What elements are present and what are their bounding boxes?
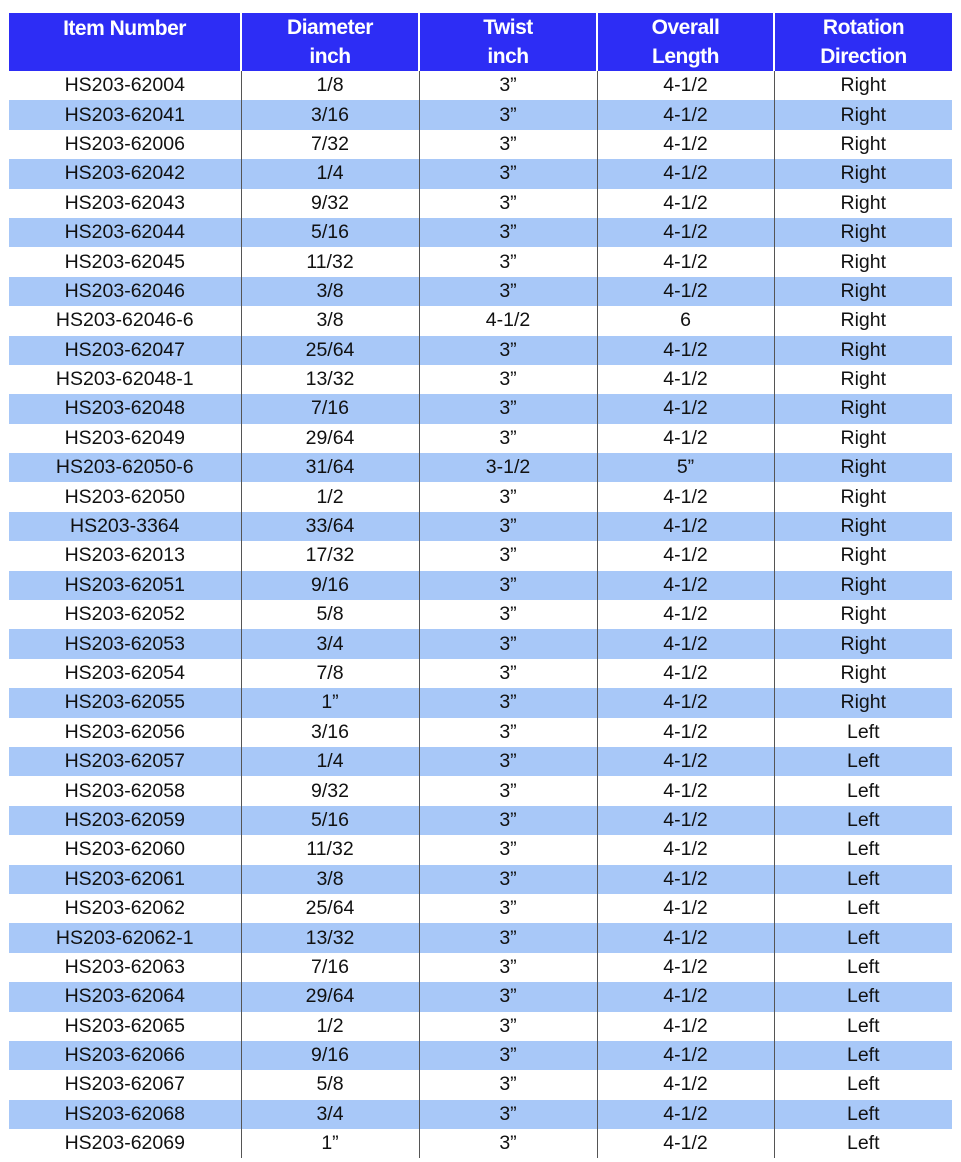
cell-diameter: 7/16 (241, 394, 419, 423)
cell-diameter: 7/16 (241, 953, 419, 982)
cell-item-number: HS203-62048 (9, 394, 241, 423)
cell-overall-length: 4-1/2 (597, 747, 774, 776)
cell-item-number: HS203-62052 (9, 600, 241, 629)
cell-twist: 3” (419, 482, 597, 511)
table-row (9, 953, 952, 982)
cell-overall-length: 4-1/2 (597, 71, 774, 100)
cell-diameter: 5/8 (241, 1070, 419, 1099)
cell-rotation-direction: Right (774, 629, 952, 658)
cell-diameter: 5/16 (241, 218, 419, 247)
cell-rotation-direction: Right (774, 394, 952, 423)
cell-item-number: HS203-62048-1 (9, 365, 241, 394)
cell-rotation-direction: Left (774, 953, 952, 982)
cell-twist: 3” (419, 718, 597, 747)
cell-twist: 3” (419, 747, 597, 776)
cell-rotation-direction: Right (774, 277, 952, 306)
cell-rotation-direction: Left (774, 1070, 952, 1099)
cell-rotation-direction: Right (774, 306, 952, 335)
product-table-container (9, 13, 952, 1158)
cell-twist: 3” (419, 659, 597, 688)
cell-item-number: HS203-62062-1 (9, 923, 241, 952)
header-line: Overall (651, 16, 720, 39)
cell-diameter: 29/64 (241, 424, 419, 453)
cell-item-number: HS203-62046 (9, 277, 241, 306)
cell-rotation-direction: Left (774, 1100, 952, 1129)
table-row (9, 100, 952, 129)
table-row (9, 571, 952, 600)
cell-rotation-direction: Left (774, 835, 952, 864)
cell-diameter: 3/16 (241, 718, 419, 747)
cell-item-number: HS203-62067 (9, 1070, 241, 1099)
cell-item-number: HS203-62045 (9, 247, 241, 276)
table-row (9, 512, 952, 541)
cell-rotation-direction: Left (774, 1041, 952, 1070)
cell-overall-length: 4-1/2 (597, 982, 774, 1011)
cell-diameter: 3/4 (241, 629, 419, 658)
cell-twist: 3” (419, 130, 597, 159)
cell-twist: 3” (419, 365, 597, 394)
cell-diameter: 13/32 (241, 365, 419, 394)
table-row (9, 629, 952, 658)
cell-overall-length: 4-1/2 (597, 541, 774, 570)
table-row (9, 130, 952, 159)
cell-rotation-direction: Left (774, 1012, 952, 1041)
cell-rotation-direction: Left (774, 747, 952, 776)
cell-overall-length: 4-1/2 (597, 688, 774, 717)
cell-rotation-direction: Right (774, 482, 952, 511)
header-line: inch (487, 45, 529, 68)
table-row (9, 365, 952, 394)
cell-rotation-direction: Left (774, 982, 952, 1011)
cell-rotation-direction: Right (774, 688, 952, 717)
table-row (9, 1070, 952, 1099)
cell-item-number: HS203-62069 (9, 1129, 241, 1158)
cell-item-number: HS203-62050-6 (9, 453, 241, 482)
cell-diameter: 1” (241, 688, 419, 717)
header-line: Direction (820, 45, 907, 68)
cell-diameter: 11/32 (241, 835, 419, 864)
cell-overall-length: 4-1/2 (597, 159, 774, 188)
table-row (9, 1100, 952, 1129)
cell-rotation-direction: Right (774, 247, 952, 276)
cell-item-number: HS203-62066 (9, 1041, 241, 1070)
cell-overall-length: 4-1/2 (597, 424, 774, 453)
cell-diameter: 3/8 (241, 306, 419, 335)
cell-overall-length: 4-1/2 (597, 394, 774, 423)
table-row (9, 894, 952, 923)
cell-overall-length: 4-1/2 (597, 1070, 774, 1099)
cell-overall-length: 4-1/2 (597, 835, 774, 864)
cell-overall-length: 4-1/2 (597, 718, 774, 747)
cell-overall-length: 4-1/2 (597, 923, 774, 952)
cell-diameter: 3/16 (241, 100, 419, 129)
cell-rotation-direction: Left (774, 718, 952, 747)
cell-diameter: 17/32 (241, 541, 419, 570)
header-line: inch (309, 45, 351, 68)
cell-diameter: 1/2 (241, 1012, 419, 1041)
cell-overall-length: 4-1/2 (597, 1012, 774, 1041)
cell-twist: 3” (419, 100, 597, 129)
cell-overall-length: 4-1/2 (597, 100, 774, 129)
cell-rotation-direction: Right (774, 365, 952, 394)
cell-twist: 3” (419, 894, 597, 923)
cell-twist: 3” (419, 71, 597, 100)
cell-rotation-direction: Right (774, 189, 952, 218)
cell-diameter: 25/64 (241, 336, 419, 365)
cell-rotation-direction: Right (774, 600, 952, 629)
cell-twist: 3” (419, 336, 597, 365)
cell-rotation-direction: Right (774, 336, 952, 365)
cell-item-number: HS203-3364 (9, 512, 241, 541)
table-row (9, 600, 952, 629)
table-row (9, 424, 952, 453)
cell-item-number: HS203-62006 (9, 130, 241, 159)
table-row (9, 776, 952, 805)
cell-rotation-direction: Right (774, 159, 952, 188)
cell-item-number: HS203-62044 (9, 218, 241, 247)
cell-overall-length: 4-1/2 (597, 218, 774, 247)
cell-overall-length: 4-1/2 (597, 365, 774, 394)
table-row (9, 1129, 952, 1158)
table-row (9, 835, 952, 864)
table-body (9, 71, 952, 1158)
cell-item-number: HS203-62057 (9, 747, 241, 776)
cell-diameter: 31/64 (241, 453, 419, 482)
header-twist (419, 13, 597, 71)
cell-rotation-direction: Left (774, 776, 952, 805)
cell-twist: 3” (419, 541, 597, 570)
cell-diameter: 9/16 (241, 1041, 419, 1070)
cell-diameter: 5/16 (241, 806, 419, 835)
cell-twist: 4-1/2 (419, 306, 597, 335)
cell-item-number: HS203-62063 (9, 953, 241, 982)
cell-diameter: 1/4 (241, 159, 419, 188)
cell-twist: 3” (419, 953, 597, 982)
cell-twist: 3” (419, 865, 597, 894)
table-row (9, 747, 952, 776)
header-item-number (9, 13, 241, 71)
cell-diameter: 7/8 (241, 659, 419, 688)
cell-item-number: HS203-62065 (9, 1012, 241, 1041)
cell-item-number: HS203-62061 (9, 865, 241, 894)
cell-twist: 3” (419, 394, 597, 423)
cell-twist: 3” (419, 159, 597, 188)
cell-item-number: HS203-62051 (9, 571, 241, 600)
table-row (9, 247, 952, 276)
cell-diameter: 25/64 (241, 894, 419, 923)
cell-diameter: 1/2 (241, 482, 419, 511)
cell-overall-length: 4-1/2 (597, 776, 774, 805)
cell-overall-length: 4-1/2 (597, 130, 774, 159)
cell-diameter: 1” (241, 1129, 419, 1158)
cell-twist: 3” (419, 923, 597, 952)
cell-item-number: HS203-62013 (9, 541, 241, 570)
cell-twist: 3” (419, 1041, 597, 1070)
table-row (9, 277, 952, 306)
cell-overall-length: 4-1/2 (597, 1041, 774, 1070)
header-line: Item Number (63, 17, 186, 40)
cell-item-number: HS203-62046-6 (9, 306, 241, 335)
cell-diameter: 9/32 (241, 776, 419, 805)
cell-overall-length: 4-1/2 (597, 806, 774, 835)
header-line: Diameter (287, 16, 373, 39)
table-row (9, 159, 952, 188)
header-diameter (241, 13, 419, 71)
table-row (9, 541, 952, 570)
cell-twist: 3” (419, 571, 597, 600)
cell-overall-length: 6 (597, 306, 774, 335)
cell-overall-length: 4-1/2 (597, 894, 774, 923)
cell-twist: 3” (419, 1129, 597, 1158)
cell-item-number: HS203-62060 (9, 835, 241, 864)
table-row (9, 865, 952, 894)
cell-diameter: 11/32 (241, 247, 419, 276)
cell-diameter: 3/8 (241, 865, 419, 894)
cell-item-number: HS203-62068 (9, 1100, 241, 1129)
table-row (9, 923, 952, 952)
cell-item-number: HS203-62053 (9, 629, 241, 658)
table-row (9, 482, 952, 511)
table-row (9, 688, 952, 717)
cell-diameter: 7/32 (241, 130, 419, 159)
cell-item-number: HS203-62043 (9, 189, 241, 218)
cell-diameter: 33/64 (241, 512, 419, 541)
cell-item-number: HS203-62049 (9, 424, 241, 453)
cell-twist: 3” (419, 600, 597, 629)
header-row (9, 13, 952, 71)
cell-item-number: HS203-62004 (9, 71, 241, 100)
cell-overall-length: 4-1/2 (597, 277, 774, 306)
cell-overall-length: 4-1/2 (597, 865, 774, 894)
cell-item-number: HS203-62062 (9, 894, 241, 923)
cell-rotation-direction: Left (774, 923, 952, 952)
cell-twist: 3” (419, 1070, 597, 1099)
table-row (9, 218, 952, 247)
cell-twist: 3” (419, 218, 597, 247)
cell-twist: 3” (419, 247, 597, 276)
table-row (9, 1041, 952, 1070)
cell-twist: 3” (419, 806, 597, 835)
cell-item-number: HS203-62059 (9, 806, 241, 835)
header-line: Length (652, 45, 719, 68)
cell-twist: 3” (419, 629, 597, 658)
table-row (9, 306, 952, 335)
cell-overall-length: 5” (597, 453, 774, 482)
cell-rotation-direction: Right (774, 659, 952, 688)
cell-twist: 3” (419, 512, 597, 541)
cell-item-number: HS203-62041 (9, 100, 241, 129)
cell-rotation-direction: Right (774, 100, 952, 129)
cell-twist: 3” (419, 189, 597, 218)
product-table (9, 13, 952, 1158)
cell-overall-length: 4-1/2 (597, 953, 774, 982)
header-line: Twist (483, 16, 533, 39)
cell-diameter: 9/32 (241, 189, 419, 218)
cell-overall-length: 4-1/2 (597, 1100, 774, 1129)
cell-item-number: HS203-62055 (9, 688, 241, 717)
cell-item-number: HS203-62047 (9, 336, 241, 365)
header-rotation-direction (774, 13, 952, 71)
cell-twist: 3” (419, 424, 597, 453)
cell-twist: 3” (419, 688, 597, 717)
cell-rotation-direction: Right (774, 541, 952, 570)
cell-rotation-direction: Right (774, 424, 952, 453)
header-overall-length (597, 13, 774, 71)
cell-overall-length: 4-1/2 (597, 482, 774, 511)
header-line: Rotation (822, 16, 905, 39)
table-row (9, 394, 952, 423)
cell-item-number: HS203-62050 (9, 482, 241, 511)
table-row (9, 806, 952, 835)
cell-diameter: 13/32 (241, 923, 419, 952)
table-row (9, 659, 952, 688)
cell-rotation-direction: Right (774, 218, 952, 247)
cell-twist: 3” (419, 982, 597, 1011)
table-row (9, 71, 952, 100)
cell-twist: 3” (419, 835, 597, 864)
table-row (9, 1012, 952, 1041)
cell-rotation-direction: Right (774, 130, 952, 159)
table-row (9, 336, 952, 365)
cell-twist: 3” (419, 277, 597, 306)
cell-twist: 3-1/2 (419, 453, 597, 482)
cell-diameter: 29/64 (241, 982, 419, 1011)
cell-overall-length: 4-1/2 (597, 189, 774, 218)
cell-twist: 3” (419, 1100, 597, 1129)
cell-item-number: HS203-62058 (9, 776, 241, 805)
table-row (9, 982, 952, 1011)
cell-item-number: HS203-62064 (9, 982, 241, 1011)
cell-overall-length: 4-1/2 (597, 629, 774, 658)
table-row (9, 718, 952, 747)
cell-rotation-direction: Left (774, 894, 952, 923)
cell-overall-length: 4-1/2 (597, 336, 774, 365)
cell-diameter: 5/8 (241, 600, 419, 629)
cell-diameter: 9/16 (241, 571, 419, 600)
cell-overall-length: 4-1/2 (597, 512, 774, 541)
cell-overall-length: 4-1/2 (597, 571, 774, 600)
cell-diameter: 3/8 (241, 277, 419, 306)
cell-diameter: 1/4 (241, 747, 419, 776)
table-row (9, 189, 952, 218)
cell-rotation-direction: Left (774, 806, 952, 835)
cell-rotation-direction: Right (774, 453, 952, 482)
cell-rotation-direction: Left (774, 865, 952, 894)
cell-rotation-direction: Left (774, 1129, 952, 1158)
cell-item-number: HS203-62042 (9, 159, 241, 188)
cell-twist: 3” (419, 776, 597, 805)
cell-rotation-direction: Right (774, 571, 952, 600)
table-header (9, 13, 952, 71)
table-row (9, 453, 952, 482)
cell-overall-length: 4-1/2 (597, 659, 774, 688)
cell-rotation-direction: Right (774, 71, 952, 100)
cell-overall-length: 4-1/2 (597, 1129, 774, 1158)
cell-overall-length: 4-1/2 (597, 600, 774, 629)
cell-rotation-direction: Right (774, 512, 952, 541)
cell-diameter: 1/8 (241, 71, 419, 100)
cell-item-number: HS203-62054 (9, 659, 241, 688)
cell-overall-length: 4-1/2 (597, 247, 774, 276)
cell-twist: 3” (419, 1012, 597, 1041)
cell-diameter: 3/4 (241, 1100, 419, 1129)
cell-item-number: HS203-62056 (9, 718, 241, 747)
